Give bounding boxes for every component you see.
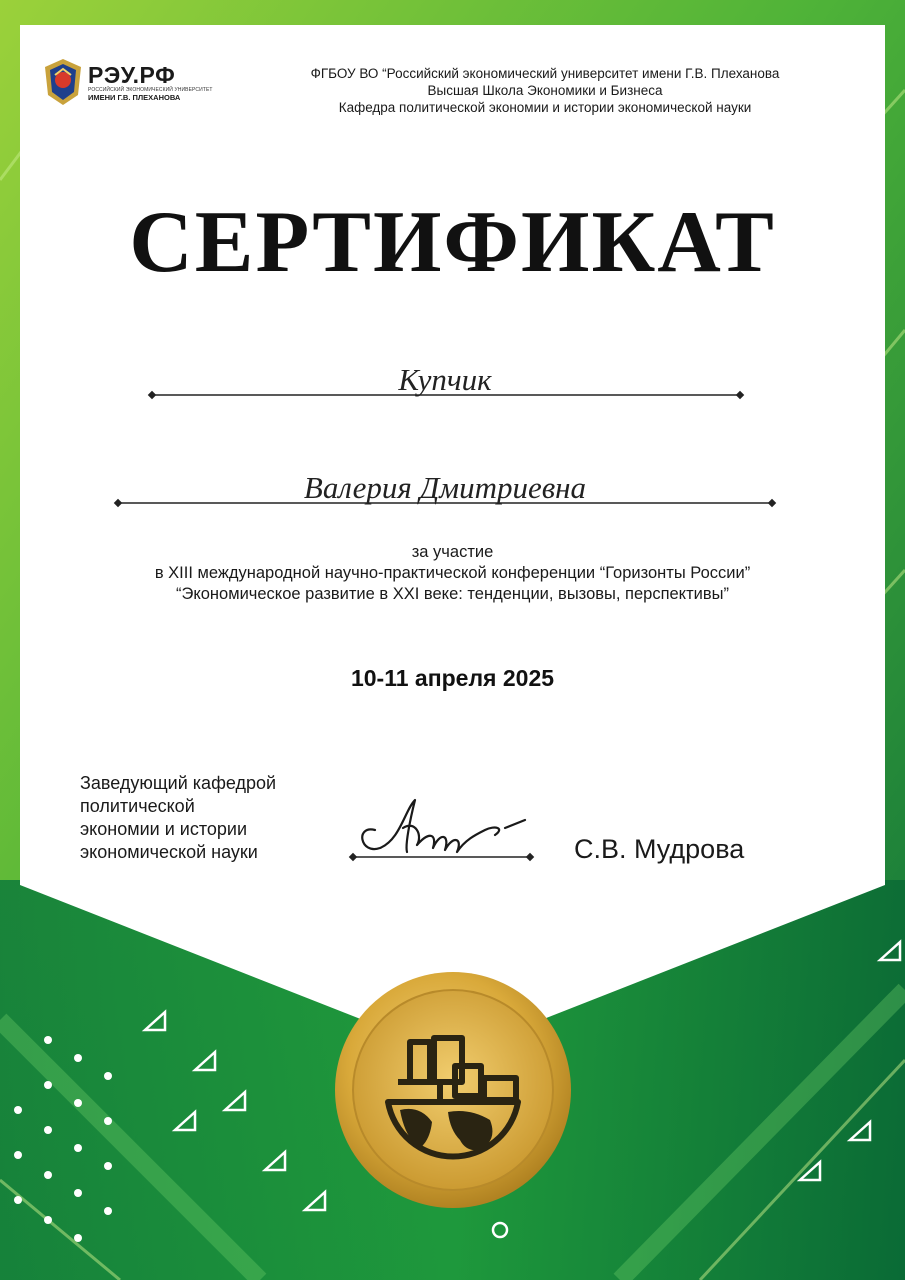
header-line-3: Кафедра политической экономии и истории экономической науки [338,100,752,115]
signer-position-line-4: экономической науки [80,842,258,862]
body-line-2: в XIII международной научно-практической конференции “Горизонты России” [154,564,751,582]
certificate-title: СЕРТИФИКАТ [129,194,776,291]
body-line-3: “Экономическое развитие в XXI веке: тенденции, вызовы, перспективы” [176,585,729,603]
signer-position [80,772,340,864]
header-line-2: Высшая Школа Экономики и Бизнеса [427,83,663,98]
event-date: 10-11 апреля 2025 [350,665,555,691]
body-line-1: за участие [411,543,494,561]
signer-name: С.В. Мудрова [574,834,745,864]
brand-logo-subtitle: ИМЕНИ Г.В. ПЛЕХАНОВА [88,93,181,102]
given-names-underline [112,497,778,509]
recipient-given-names: Валерия Дмитриевна [303,470,587,505]
handwritten-signature [345,790,540,870]
signer-position-line-2: политической [80,796,195,816]
surname-underline [146,389,746,401]
brand-logo-text: РЭУ.РФ [88,62,176,88]
signer-position-line-3: экономии и истории [80,819,247,839]
header-line-1: ФГБОУ ВО “Российский экономический университет имени Г.В. Плеханова [310,66,780,81]
brand-logo-subtitle-small: РОССИЙСКИЙ ЭКОНОМИЧЕСКИЙ УНИВЕРСИТЕТ [88,87,213,93]
recipient-surname: Купчик [398,362,492,397]
university-emblem-icon [42,57,84,107]
signer-position-line-1: Заведующий кафедрой [80,773,277,793]
gold-medallion-icon [335,972,571,1208]
